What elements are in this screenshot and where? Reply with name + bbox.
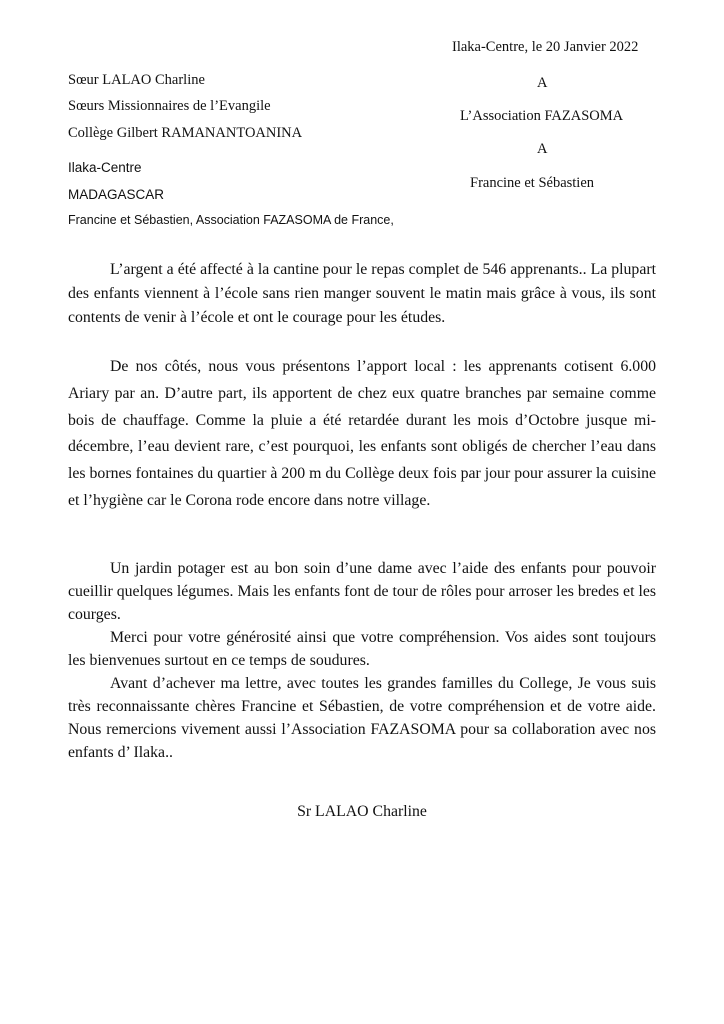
letter-paragraph-5: Avant d’achever ma lettre, avec toutes les grandes familles du College, Je vous suis très reconnaissante chères Francine et Sébastien, de votre compréhension et de votre aide. Nous remercions vivement aussi l’Association FAZASOMA pour sa collaboration avec nos enfants d’ Ilaka.. [68, 675, 656, 761]
letter-paragraph-2: De nos côtés, nous vous présentons l’apport local : les apprenants cotisent 6.000 Ariary par an. D’autre part, ils apportent de chez eux quatre branches par semaine comme bois de chauffage. Comme la pluie a été retardée durant les mois d’Octobre jusque mi-décembre, l’eau devient rare, c’est pourquoi, les enfants sont obligés de chercher l’eau dans les bornes fontaines du quartier à 200 m du Collège deux fois par jour pour assurer la cuisine et l’hygiène car le Corona rode encore dans notre village. [68, 358, 656, 509]
addressee-a-second: A [537, 141, 548, 157]
addressee-persons: Francine et Sébastien [470, 175, 595, 191]
signature: Sr LALAO Charline [297, 803, 427, 820]
date-line: Ilaka-Centre, le 20 Janvier 2022 [452, 39, 639, 55]
addressee-association: L’Association FAZASOMA [460, 108, 624, 124]
sender-name: Sœur LALAO Charline [68, 72, 205, 88]
letter-paragraph-1: L’argent a été affecté à la cantine pour le repas complet de 546 apprenants.. La plupart des enfants viennent à l’école sans rien manger souvent le matin mais grâce à vous, ils sont contents de venir à l’école et ont le courage pour les études. [68, 261, 656, 326]
recipients-line: Francine et Sébastien, Association FAZASOMA de France, [68, 213, 394, 227]
sender-congregation: Sœurs Missionnaires de l’Evangile [68, 98, 271, 114]
sender-school: Collège Gilbert RAMANANTOANINA [68, 125, 303, 141]
letter-paragraph-4: Merci pour votre générosité ainsi que votre compréhension. Vos aides sont toujours les bienvenues surtout en ce temps de soudures. [68, 629, 656, 669]
sender-town: Ilaka-Centre [68, 160, 142, 175]
sender-country: MADAGASCAR [68, 187, 165, 202]
letter-paragraph-3: Un jardin potager est au bon soin d’une dame avec l’aide des enfants pour pouvoir cueillir quelques légumes. Mais les enfants font de tour de rôles pour arroser les bredes et les courges. [68, 560, 656, 623]
addressee-a-first: A [537, 75, 548, 91]
